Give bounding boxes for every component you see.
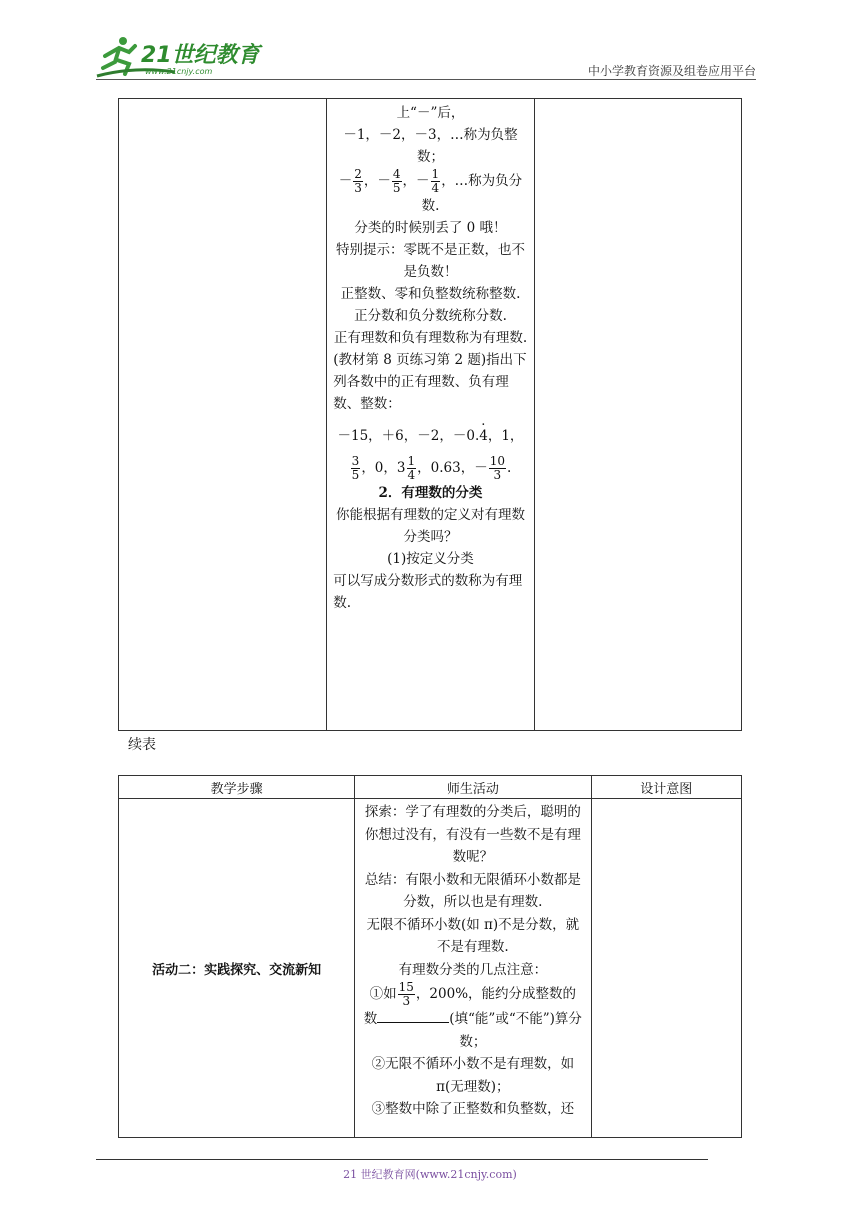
note-line: ①如 $\frac{15}{3}$ ，200%，能约分成整数的 (369, 980, 577, 1008)
runner-logo-icon (95, 36, 265, 78)
step-cell-empty (119, 99, 327, 731)
header-activity: 师生活动 (355, 776, 591, 799)
header-design-intent: 设计意图 (591, 776, 741, 799)
text-line: ②无限不循环小数不是有理数，如 π(无理数)； (371, 1056, 575, 1095)
text-line: 可以写成分数形式的数称为有理数. (333, 573, 523, 611)
text-line: (1)按定义分类 (387, 551, 474, 567)
text-line: ③整数中除了正整数和负整数，还 (371, 1101, 575, 1117)
fraction: $\frac{4}{5}$ (392, 167, 401, 195)
text-line: 探索：学了有理数的分类后，聪明的你想过没有，有没有一些数不是有理数呢？ (364, 804, 581, 865)
activity-cell (327, 99, 535, 731)
svg-text:www.21cnjy.com: www.21cnjy.com (145, 67, 213, 76)
fraction: $\frac{15}{3}$ (398, 980, 414, 1008)
text-line: 特别提示：零既不是正数，也不是负数！ (335, 242, 525, 280)
text-line: 你能根据有理数的定义对有理数分类吗？ (335, 507, 525, 545)
step-activity-two: 活动二：实践探究、交流新知 (119, 799, 355, 1138)
text-line: 正分数和负分数统称分数. (354, 308, 507, 324)
continued-label: 续表 (128, 737, 156, 753)
section-heading: 2．有理数的分类 (378, 485, 483, 501)
text-line: 有理数分类的几点注意： (398, 961, 548, 978)
negative-fractions-line: － $\frac{2}{3}$ ，－ $\frac{4}{5}$ ，－ $\frac{1}{4}$ ，…称为负分数. (338, 167, 523, 214)
lesson-table-part1 (118, 98, 742, 731)
platform-tagline: 中小学教育资源及组卷应用平台 (587, 64, 756, 78)
site-logo[interactable] (95, 36, 265, 78)
footer-rule (96, 1159, 708, 1160)
repeating-digit: . 4 (479, 425, 488, 447)
svg-text:21世纪教育: 21世纪教育 (141, 43, 260, 68)
text-line: 无限不循环小数(如 π)不是分数，就不是有理数. (366, 916, 580, 955)
activity-cell (355, 799, 591, 1138)
number-list-line: $\frac{3}{5}$ ，0，3 $\frac{1}{4}$ ，0.63，－ $\frac{10}{3}$ . (351, 454, 512, 482)
text-line: －1，－2，－3，…称为负整数； (343, 127, 518, 165)
page-header (0, 0, 860, 80)
text-line: 正整数、零和负整数统称整数. (340, 286, 521, 302)
fraction: $\frac{2}{3}$ (354, 167, 362, 195)
text-line: 总结：有限小数和无限循环小数都是分数，所以也是有理数. (364, 871, 581, 910)
footer-link[interactable]: 21 世纪教育网(www.21cnjy.com) (343, 1168, 517, 1181)
number-list-line: －15，＋6，－2，－0.. 4，1， (333, 425, 528, 447)
header-teaching-step: 教学步骤 (119, 776, 355, 799)
fill-blank-line: 数 (填“能”或“不能”)算分数； (361, 1008, 584, 1053)
answer-blank[interactable] (377, 1008, 449, 1023)
text-line: 上“－”后， (396, 105, 465, 121)
intent-cell-empty (591, 799, 741, 1138)
exercise-prompt: (教材第 8 页练习第 2 题)指出下列各数中的正有理数、负有理数、整数： (333, 352, 527, 412)
fraction: $\frac{3}{5}$ (351, 454, 360, 482)
text-line: 分类的时候别丢了 0 哦！ (354, 220, 507, 236)
lesson-table-part2 (118, 775, 742, 1138)
fraction: $\frac{10}{3}$ (489, 454, 505, 482)
intent-cell-empty (534, 99, 741, 731)
text-line: 正有理数和负有理数称为有理数. (333, 330, 528, 346)
fraction: $\frac{1}{4}$ (407, 454, 416, 482)
fraction: $\frac{1}{4}$ (431, 167, 440, 195)
header-rule (96, 79, 756, 80)
